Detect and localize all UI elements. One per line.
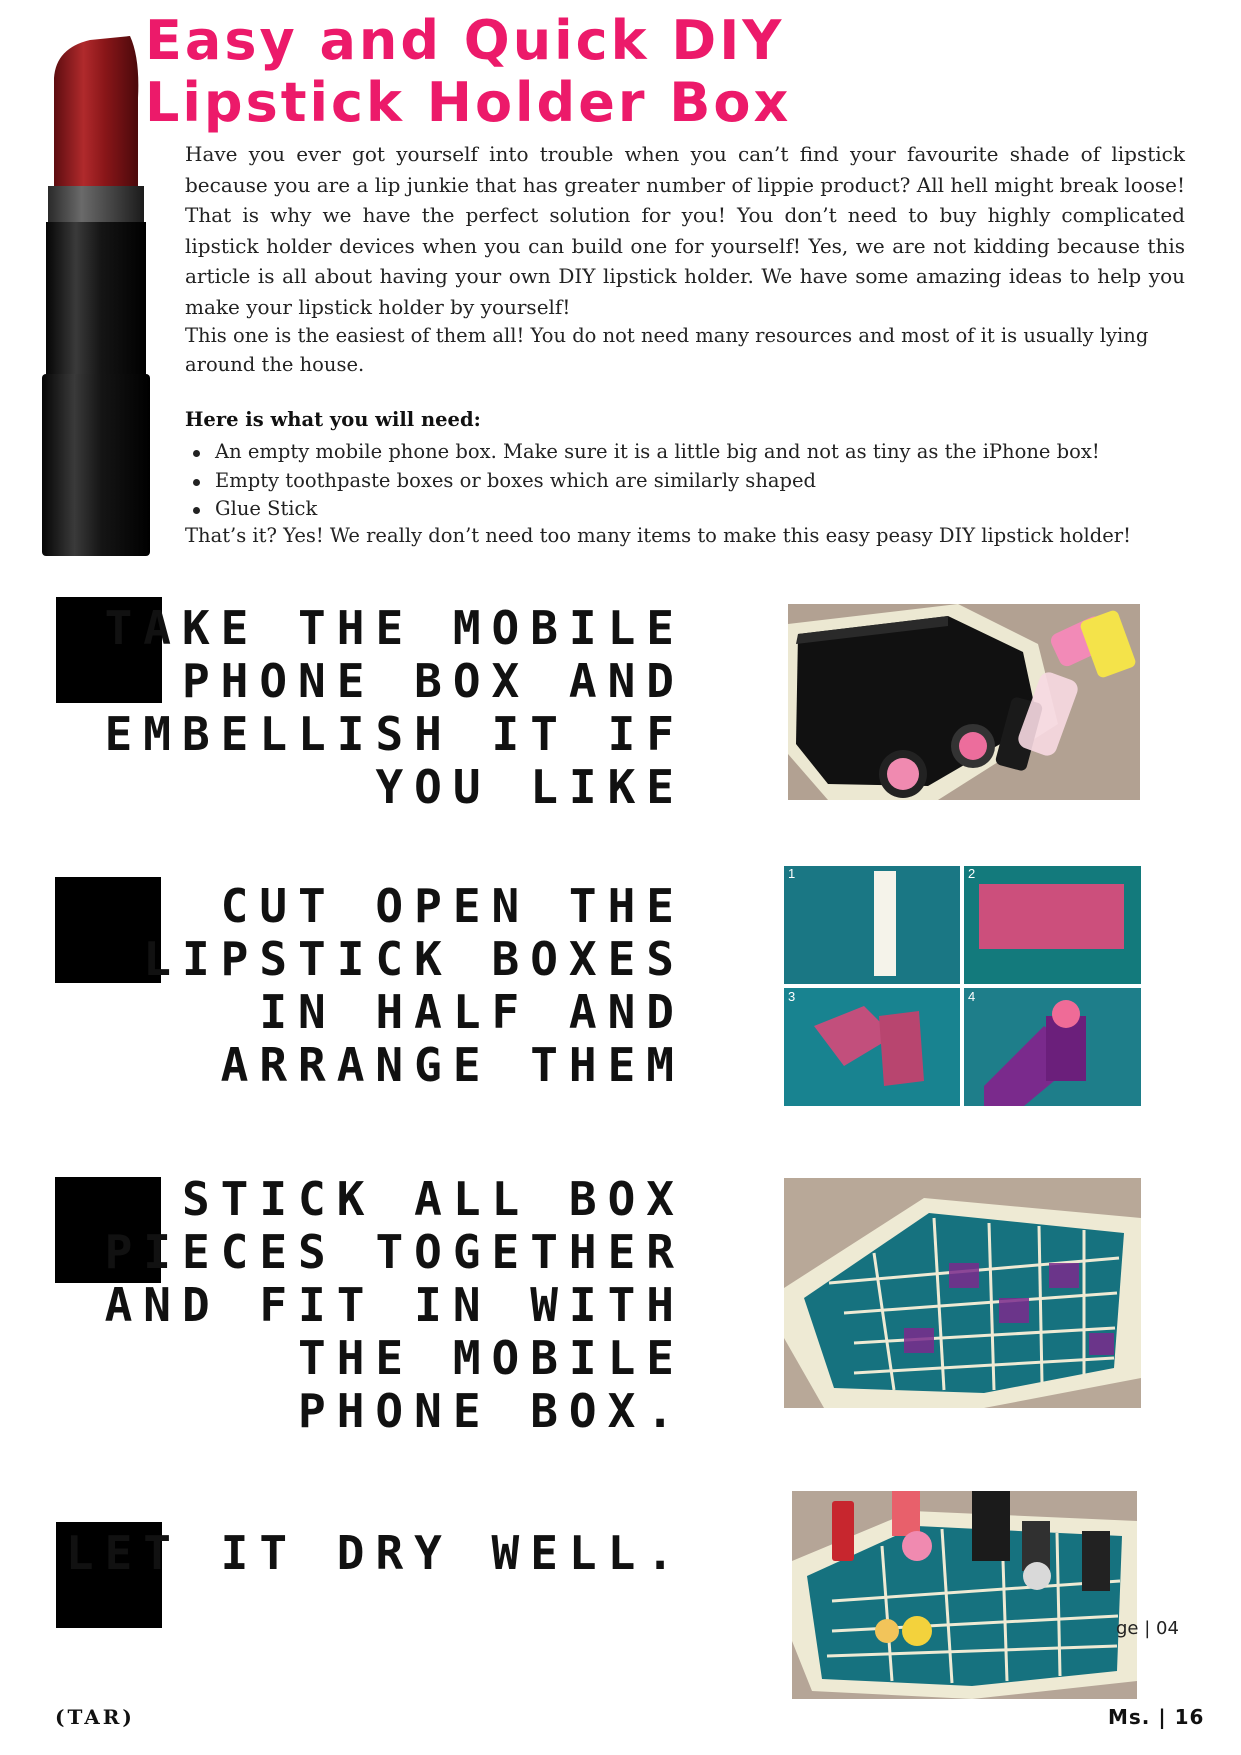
- step-4-text: LET IT DRY WELL.: [65, 1526, 685, 1580]
- lipstick-image: [20, 18, 160, 558]
- title-line-1: Easy and Quick DIY: [145, 9, 785, 72]
- list-item: Empty toothpaste boxes or boxes which are similarly shaped: [185, 467, 1100, 496]
- footer-page-number: Ms. | 16: [1108, 1705, 1205, 1729]
- article-title: [145, 10, 1145, 134]
- step-4-photo: [792, 1491, 1137, 1699]
- step-2-text: CUT OPEN THE LIPSTICK BOXES IN HALF AND ARRANGE THEM: [143, 879, 685, 1092]
- list-item: An empty mobile phone box. Make sure it is a little big and not as tiny as the iPhone box!: [185, 438, 1100, 467]
- title-line-2: Lipstick Holder Box: [145, 71, 792, 134]
- list-item: Glue Stick: [185, 495, 1100, 524]
- footer-publication-mark: (TAR): [55, 1705, 135, 1729]
- closing-sentence: That’s it? Yes! We really don’t need too many items to make this easy peasy DIY lipstick holder!: [185, 524, 1131, 547]
- intro-paragraph-2: This one is the easiest of them all! You do not need many resources and most of it is usually lying around the house.: [185, 324, 1149, 376]
- collage-label-3: 3: [788, 989, 796, 1004]
- step-1-photo: [788, 604, 1140, 800]
- step-3-text: STICK ALL BOX PIECES TOGETHER AND FIT IN WITH THE MOBILE PHONE BOX.: [104, 1172, 685, 1438]
- collage-label-2: 2: [968, 866, 976, 881]
- collage-label-4: 4: [968, 989, 976, 1004]
- page-number-label: ge | 04: [1116, 1618, 1179, 1639]
- needs-heading: Here is what you will need:: [185, 408, 481, 431]
- step-3-photo: [784, 1178, 1141, 1408]
- intro-paragraph: Have you ever got yourself into trouble when you can’t find your favourite shade of lipstick because you are a lip junkie that has greater number of lippie product? All hell might break loose! That is why we have the perfect solution for you! You don’t need to buy highly complicated lipstick holder devices when you can build one for yourself! Yes, we are not kidding because this article is all about having your own DIY lipstick holder. We have some amazing ideas to help you make your lipstick holder by yourself!: [185, 142, 1185, 319]
- step-1-text: TAKE THE MOBILE PHONE BOX AND EMBELLISH IT IF YOU LIKE: [104, 601, 685, 814]
- needs-list: [185, 438, 1100, 524]
- step-2-photo-collage: [784, 866, 1141, 1106]
- collage-label-1: 1: [788, 866, 796, 881]
